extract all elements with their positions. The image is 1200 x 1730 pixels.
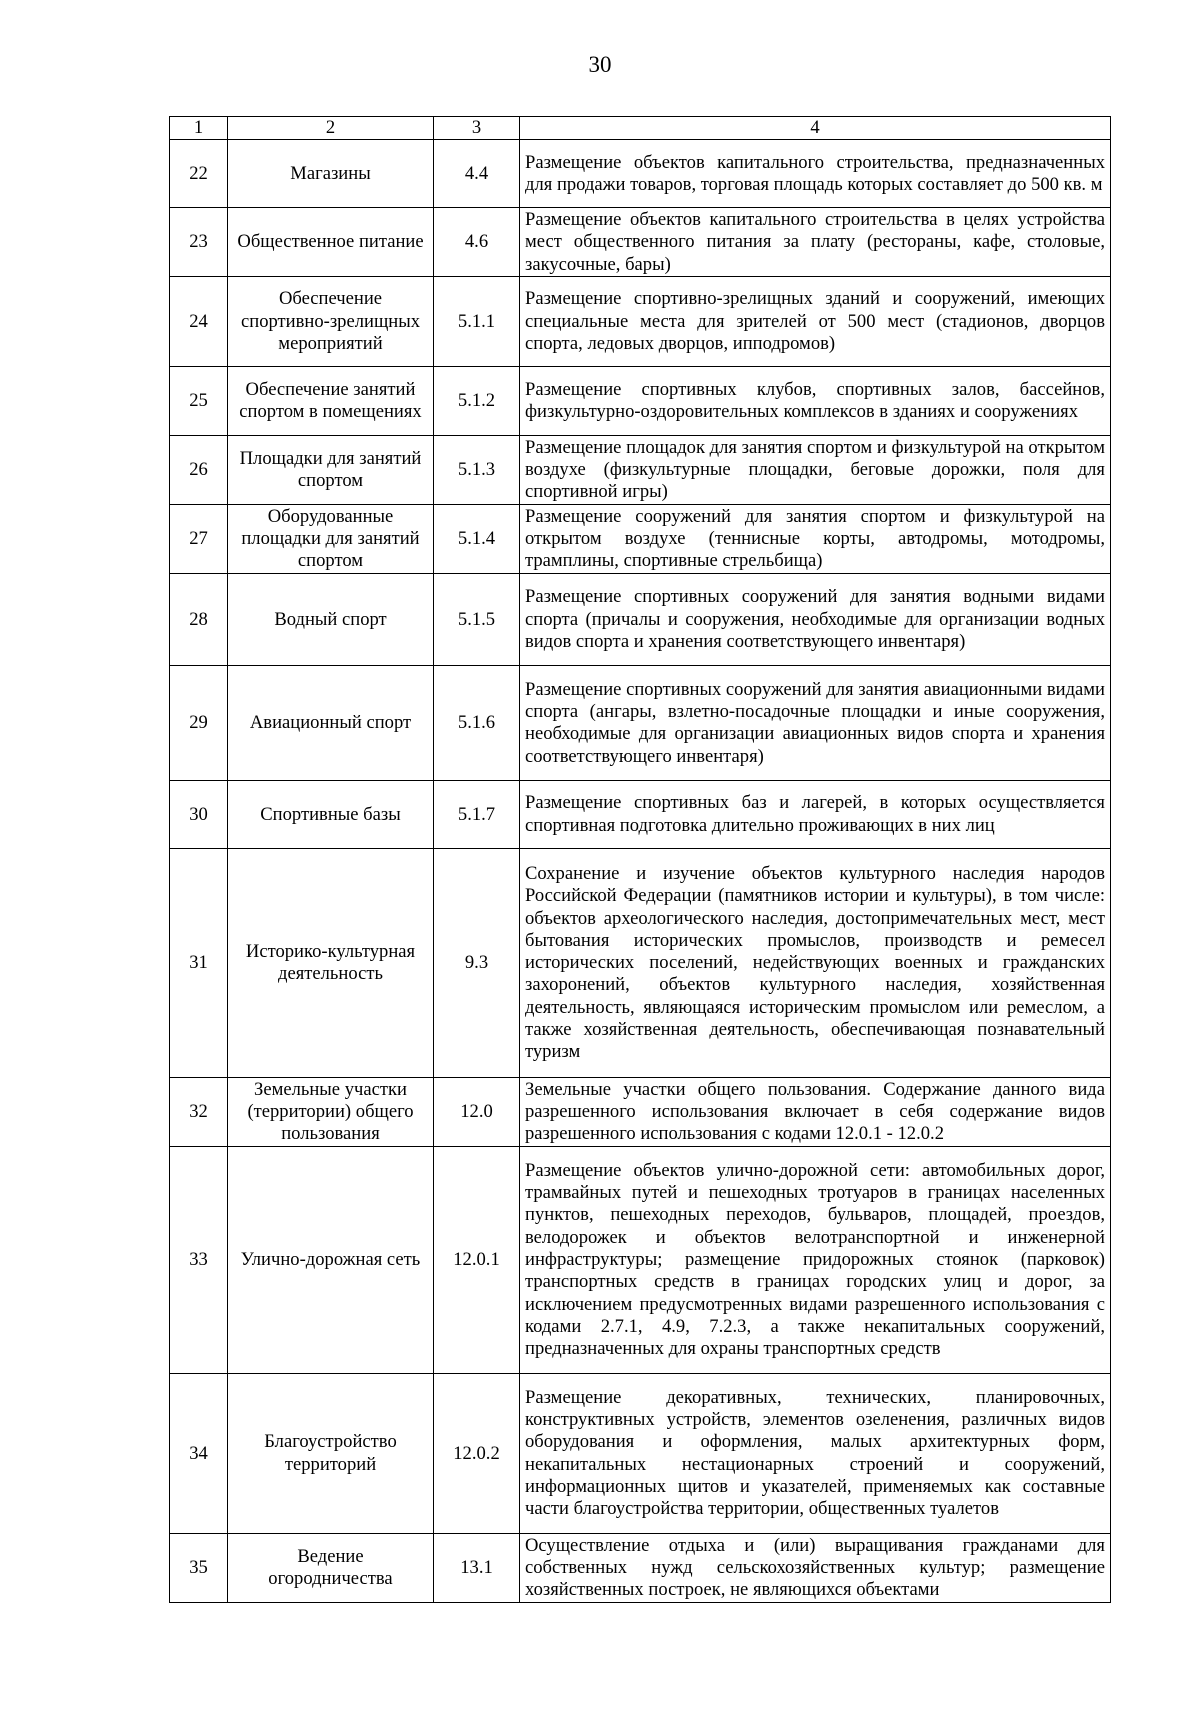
row-number: 33 bbox=[170, 1146, 228, 1373]
table-row bbox=[170, 848, 1111, 1077]
land-use-code: 5.1.3 bbox=[434, 435, 520, 504]
land-use-description: Сохранение и изучение объектов культурного наследия народов Российской Федерации (памятников истории и культуры), в том числе: объектов археологического наследия, достопримечательных мест, мест бытования исторических промыслов, производств и ремесел исторических поселений, недействующих военных и гражданских захоронений, объектов культурного наследия, хозяйственная деятельность, являющаяся историческим промыслом или ремеслом, а также хозяйственная деятельность, обеспечивающая познавательный туризм bbox=[520, 848, 1111, 1077]
land-use-description: Размещение спортивных клубов, спортивных залов, бассейнов, физкультурно-оздоровительных комплексов в зданиях и сооружениях bbox=[520, 366, 1111, 435]
row-number: 27 bbox=[170, 504, 228, 573]
row-number: 30 bbox=[170, 780, 228, 848]
table-row bbox=[170, 366, 1111, 435]
land-use-name: Магазины bbox=[228, 140, 434, 208]
land-use-table bbox=[169, 116, 1111, 1603]
land-use-description: Земельные участки общего пользования. Содержание данного вида разрешенного использования включает в себя содержание видов разрешенного использования с кодами 12.0.1 - 12.0.2 bbox=[520, 1077, 1111, 1146]
row-number: 24 bbox=[170, 276, 228, 366]
table-row bbox=[170, 208, 1111, 277]
table-header-row bbox=[170, 117, 1111, 140]
table-row bbox=[170, 665, 1111, 780]
row-number: 31 bbox=[170, 848, 228, 1077]
land-use-code: 4.6 bbox=[434, 208, 520, 277]
land-use-name: Площадки для занятий спортом bbox=[228, 435, 434, 504]
row-number: 25 bbox=[170, 366, 228, 435]
table-row bbox=[170, 1533, 1111, 1602]
land-use-description: Размещение площадок для занятия спортом и физкультурой на открытом воздухе (физкультурные площадки, беговые дорожки, поля для спортивной игры) bbox=[520, 435, 1111, 504]
table-row bbox=[170, 435, 1111, 504]
column-header: 4 bbox=[520, 117, 1111, 140]
land-use-name: Земельные участки (территории) общего пользования bbox=[228, 1077, 434, 1146]
land-use-code: 12.0.1 bbox=[434, 1146, 520, 1373]
land-use-description: Размещение объектов капитального строительства в целях устройства мест общественного питания за плату (рестораны, кафе, столовые, закусочные, бары) bbox=[520, 208, 1111, 277]
land-use-code: 9.3 bbox=[434, 848, 520, 1077]
table-row bbox=[170, 140, 1111, 208]
column-header: 3 bbox=[434, 117, 520, 140]
column-header: 2 bbox=[228, 117, 434, 140]
land-use-description: Размещение спортивных сооружений для занятия водными видами спорта (причалы и сооружения, необходимые для организации водных видов спорта и хранения соответствующего инвентаря) bbox=[520, 573, 1111, 665]
land-use-description: Размещение спортивных сооружений для занятия авиационными видами спорта (ангары, взлетно-посадочные площадки и иные сооружения, необходимые для организации авиационных видов спорта и хранения соответствующего инвентаря) bbox=[520, 665, 1111, 780]
land-use-description: Размещение объектов улично-дорожной сети: автомобильных дорог, трамвайных путей и пешеходных тротуаров в границах населенных пунктов, пешеходных переходов, бульваров, площадей, проездов, велодорожек и объектов велотранспортной и инженерной инфраструктуры; размещение придорожных стоянок (парковок) транспортных средств в границах городских улиц и дорог, за исключением предусмотренных видами разрешенного использования с кодами 2.7.1, 4.9, 7.2.3, а также некапитальных сооружений, предназначенных для охраны транспортных средств bbox=[520, 1146, 1111, 1373]
land-use-code: 12.0 bbox=[434, 1077, 520, 1146]
land-use-code: 5.1.1 bbox=[434, 276, 520, 366]
land-use-code: 5.1.7 bbox=[434, 780, 520, 848]
row-number: 34 bbox=[170, 1373, 228, 1533]
row-number: 23 bbox=[170, 208, 228, 277]
land-use-name: Историко-культурная деятельность bbox=[228, 848, 434, 1077]
land-use-code: 12.0.2 bbox=[434, 1373, 520, 1533]
land-use-description: Размещение спортивно-зрелищных зданий и сооружений, имеющих специальные места для зрителей от 500 мест (стадионов, дворцов спорта, ледовых дворцов, ипподромов) bbox=[520, 276, 1111, 366]
land-use-name: Благоустройство территорий bbox=[228, 1373, 434, 1533]
land-use-code: 5.1.4 bbox=[434, 504, 520, 573]
land-use-description: Размещение декоративных, технических, планировочных, конструктивных устройств, элементов озеленения, различных видов оборудования и оформления, малых архитектурных форм, некапитальных нестационарных строений и сооружений, информационных щитов и указателей, применяемых как составные части благоустройства территории, общественных туалетов bbox=[520, 1373, 1111, 1533]
land-use-code: 4.4 bbox=[434, 140, 520, 208]
page-number: 30 bbox=[588, 52, 612, 77]
land-use-description: Осуществление отдыха и (или) выращивания гражданами для собственных нужд сельскохозяйственных культур; размещение хозяйственных построек, не являющихся объектами bbox=[520, 1533, 1111, 1602]
table-row bbox=[170, 573, 1111, 665]
row-number: 26 bbox=[170, 435, 228, 504]
table-row bbox=[170, 1077, 1111, 1146]
row-number: 32 bbox=[170, 1077, 228, 1146]
land-use-description: Размещение спортивных баз и лагерей, в которых осуществляется спортивная подготовка длительно проживающих в них лиц bbox=[520, 780, 1111, 848]
land-use-code: 5.1.2 bbox=[434, 366, 520, 435]
land-use-name: Спортивные базы bbox=[228, 780, 434, 848]
table-row bbox=[170, 1146, 1111, 1373]
land-use-code: 5.1.5 bbox=[434, 573, 520, 665]
land-use-name: Обеспечение занятий спортом в помещениях bbox=[228, 366, 434, 435]
land-use-name: Обеспечение спортивно-зрелищных мероприятий bbox=[228, 276, 434, 366]
column-header: 1 bbox=[170, 117, 228, 140]
land-use-code: 5.1.6 bbox=[434, 665, 520, 780]
land-use-code: 13.1 bbox=[434, 1533, 520, 1602]
land-use-name: Общественное питание bbox=[228, 208, 434, 277]
table-row bbox=[170, 504, 1111, 573]
land-use-description: Размещение сооружений для занятия спортом и физкультурой на открытом воздухе (теннисные корты, автодромы, мотодромы, трамплины, спортивные стрельбища) bbox=[520, 504, 1111, 573]
table-row bbox=[170, 276, 1111, 366]
table-row bbox=[170, 1373, 1111, 1533]
land-use-name: Улично-дорожная сеть bbox=[228, 1146, 434, 1373]
land-use-name: Водный спорт bbox=[228, 573, 434, 665]
row-number: 35 bbox=[170, 1533, 228, 1602]
land-use-name: Оборудованные площадки для занятий спортом bbox=[228, 504, 434, 573]
land-use-description: Размещение объектов капитального строительства, предназначенных для продажи товаров, торговая площадь которых составляет до 500 кв. м bbox=[520, 140, 1111, 208]
row-number: 28 bbox=[170, 573, 228, 665]
row-number: 22 bbox=[170, 140, 228, 208]
row-number: 29 bbox=[170, 665, 228, 780]
table-row bbox=[170, 780, 1111, 848]
land-use-name: Ведение огородничества bbox=[228, 1533, 434, 1602]
land-use-name: Авиационный спорт bbox=[228, 665, 434, 780]
